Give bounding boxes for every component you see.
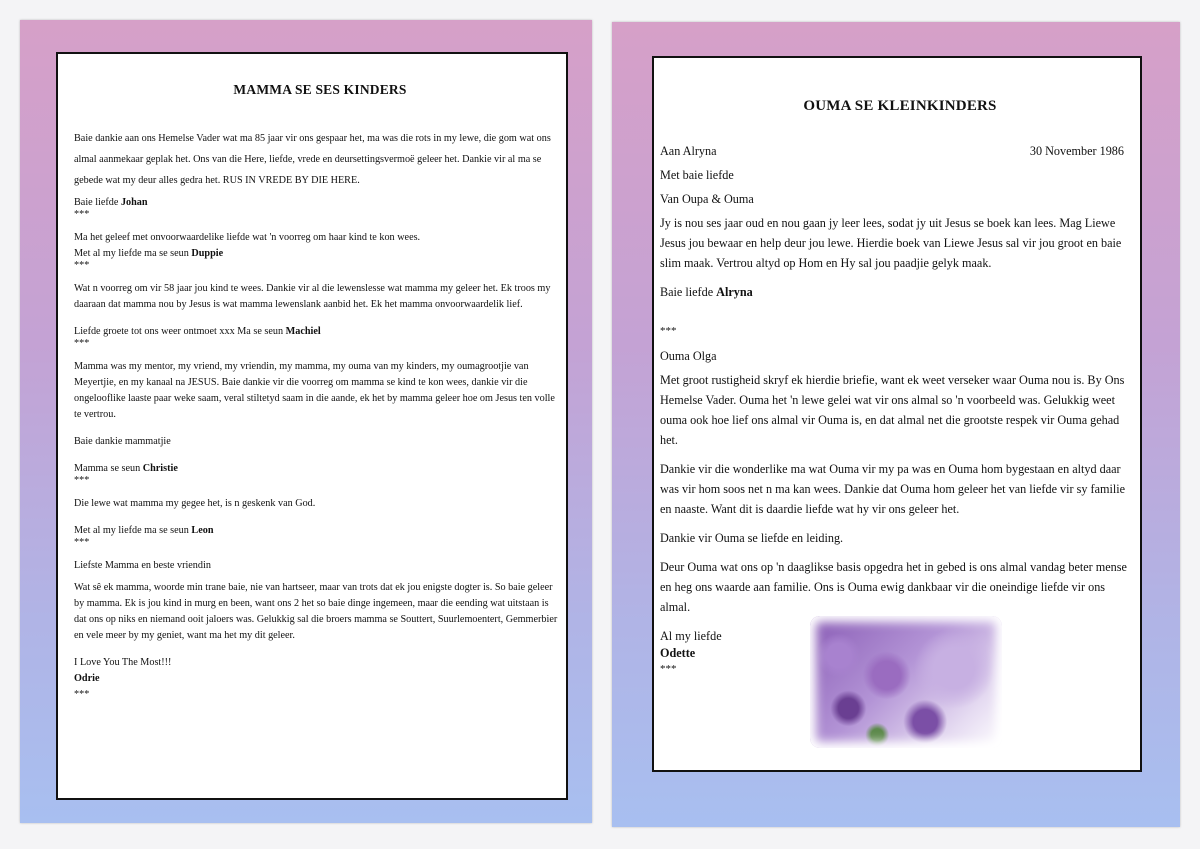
- separator-stars: ***: [660, 325, 677, 337]
- right-page-frame: [652, 56, 1142, 772]
- letter-heading: Ouma Olga: [660, 349, 717, 363]
- salutation: Aan Alryna: [660, 144, 717, 158]
- paragraph: Baie dankie aan ons Hemelse Vader wat ma 85 jaar vir ons gespaar het, ma was die rots in my lewe, die gom wat ons almal aanmekaar geplak het. Ons van die Here, liefde, vrede en deursettingsvermoë geleer het. Dankie vir al ma se gebede wat my deur alles gedra het. RUS IN VREDE BY DIE HERE.: [74, 133, 551, 186]
- paragraph: I Love You The Most!!!: [74, 657, 172, 668]
- paragraph: Wat n voorreg om vir 58 jaar jou kind te wees. Dankie vir al die lewenslesse wat mamma my geleer het. Ek troos my daaraan dat mamma nou by Jesus is wat mamma lewenslank aanbid het. Ek het mamma onvoorwaardelik lief.: [74, 283, 551, 310]
- paragraph: Die lewe wat mamma my gegee het, is n geskenk van God.: [74, 498, 316, 509]
- paragraph: Baie dankie mammatjie: [74, 436, 171, 447]
- paragraph: Mamma was my mentor, my vriend, my vriendin, my mamma, my ouma van my kinders, my oumagrootjie van Meyertjie, en my kanaal na JESUS. Baie dankie vir die voorreg om mamma se kind te kon wees, dankie vir die ongelooflike laaste paar weke saam, veral stiltetyd saam in die aande, ek het by mamma geleer hoe om Jesus ten volle te vertrou.: [74, 361, 555, 420]
- purple-flower-image: [810, 616, 1002, 748]
- left-page-frame: [56, 52, 568, 800]
- signature-prefix: Met al my liefde ma se seun: [74, 248, 192, 259]
- paragraph: Wat sê ek mamma, woorde min trane baie, nie van hartseer, maar van trots dat ek jou enigste dogter is. So baie geleer by mamma. Ek is jou kind in murg en been, want ons 2 het so baie dinge ingemeen, maar die eending wat uitstaan is dat ons op niks en niemand ooit jaloers was. Gelukkig sal die broers mamma se Souttert, Suurlemoentert, Gemmerbier en vele meer by my geniet, want ma het my dit geleer.: [74, 582, 558, 641]
- paragraph: Ma het geleef met onvoorwaardelike liefde wat 'n voorreg om haar kind te kon wees.: [74, 232, 421, 243]
- signature-name: Odrie: [74, 673, 100, 684]
- signature-line: [660, 282, 1140, 302]
- paragraph: Liefste Mamma en beste vriendin: [74, 560, 211, 571]
- paragraph: Dankie vir die wonderlike ma wat Ouma vir my pa was en Ouma hom bygestaan en altyd daar was vir hom soos net n ma kan wees. Dankie dat Ouma hom geleer het van liefde vir sy familie en naaste. Want dit is daardie liefde wat hy vir ons geleer het.: [660, 462, 1126, 516]
- signature-name: Leon: [191, 525, 214, 536]
- separator-stars: ***: [74, 475, 90, 486]
- signature-name: Odette: [660, 646, 696, 660]
- separator-stars: ***: [74, 689, 90, 700]
- paragraph: Dankie vir Ouma se liefde en leiding.: [660, 531, 844, 545]
- right-page: [612, 22, 1180, 827]
- separator-stars: ***: [74, 537, 90, 548]
- left-page: [20, 20, 592, 823]
- signature-name: Machiel: [285, 326, 321, 337]
- signature-name: Johan: [120, 197, 148, 208]
- separator-stars: ***: [74, 260, 90, 271]
- letter-line: Van Oupa & Ouma: [660, 192, 754, 206]
- closing-line: Al my liefde: [660, 629, 722, 643]
- separator-stars: ***: [74, 338, 90, 349]
- separator-stars: ***: [660, 663, 677, 675]
- signature-name: Christie: [142, 463, 178, 474]
- paragraph: Deur Ouma wat ons op 'n daaglikse basis opgedra het in gebed is ons almal vandag beter mense en heg ons waarde aan familie. Ons is Ouma ewig dankbaar vir die oneindige liefde vir ons almal.: [660, 560, 1127, 614]
- signature-line: [74, 671, 566, 687]
- salutation-row: [660, 141, 1140, 165]
- letter-date: 30 November 1986: [1029, 144, 1124, 158]
- signature-name: Alryna: [716, 285, 753, 299]
- separator-stars: ***: [74, 209, 90, 220]
- paragraph: Jy is nou ses jaar oud en nou gaan jy leer lees, sodat jy uit Jesus se boek kan lees. Mag Liewe Jesus jou bewaar en help deur jou lewe. Hierdie boek van Liewe Jesus sal vir jou groot en baie slim maak. Vertrou altyd op Hom en Hy sal jou paadjie gelyk maak.: [660, 216, 1122, 270]
- signature-name: Duppie: [191, 248, 224, 259]
- signature-prefix: Liefde groete tot ons weer ontmoet xxx Ma se seun: [74, 326, 286, 337]
- signature-prefix: Baie liefde: [660, 285, 717, 299]
- right-page-title: OUMA SE KLEINKINDERS: [803, 98, 997, 114]
- signature-prefix: Mamma se seun: [74, 463, 143, 474]
- letter-line: Met baie liefde: [660, 168, 734, 182]
- paragraph: Met groot rustigheid skryf ek hierdie briefie, want ek weet verseker waar Ouma nou is. By Ons Hemelse Vader. Ouma het 'n lewe gelei wat vir ons almal so 'n voorbeeld was. Gelukkig weet ouma ook hoe lief ons almal vir Ouma is, en dat almal net die grootste respek vir Ouma gehad het.: [660, 373, 1125, 447]
- signature-prefix: Baie liefde: [74, 197, 121, 208]
- left-page-title: MAMMA SE SES KINDERS: [233, 82, 407, 97]
- signature-prefix: Met al my liefde ma se seun: [74, 525, 192, 536]
